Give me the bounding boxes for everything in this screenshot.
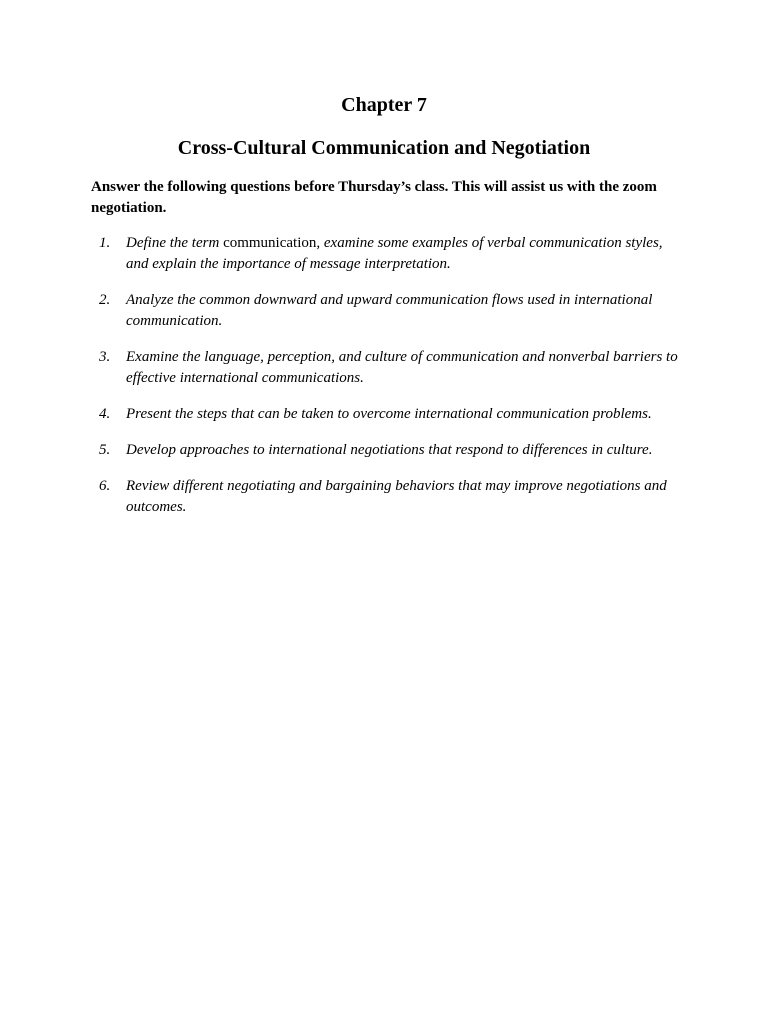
question-number: 5. [99,442,111,458]
question-number: 1. [99,235,111,251]
question-item-2 [91,290,681,332]
question-text: Review different negotiating and bargaining behaviors that may improve negotiations and outcomes. [126,478,667,515]
question-number: 4. [99,406,111,422]
question-text-before: Define the term [126,235,224,251]
page-title: Cross-Cultural Communication and Negotiation [177,137,591,159]
question-list [91,233,681,533]
chapter-heading: Chapter 7 [341,94,427,116]
instructions-text: Answer the following questions before Thursday’s class. This will assist us with the zoom negotiation. [91,179,657,216]
question-item-3 [91,347,681,389]
question-number: 3. [99,349,111,365]
question-text: Develop approaches to international negotiations that respond to differences in culture. [126,442,653,458]
question-item-1 [91,233,681,275]
question-text: Examine the language, perception, and culture of communication and nonverbal barriers to effective international communications. [126,349,678,386]
question-text-after: , examine some examples of verbal communication styles, and explain the importance of message interpretation. [126,235,663,272]
question-text: Analyze the common downward and upward communication flows used in international communication. [126,292,653,329]
question-text: Present the steps that can be taken to overcome international communication problems. [126,406,652,422]
question-item-4 [91,404,681,425]
question-number: 2. [99,292,111,308]
question-item-6 [91,476,681,518]
question-item-5 [91,440,681,461]
question-term: communication [223,235,317,251]
question-number: 6. [99,478,111,494]
